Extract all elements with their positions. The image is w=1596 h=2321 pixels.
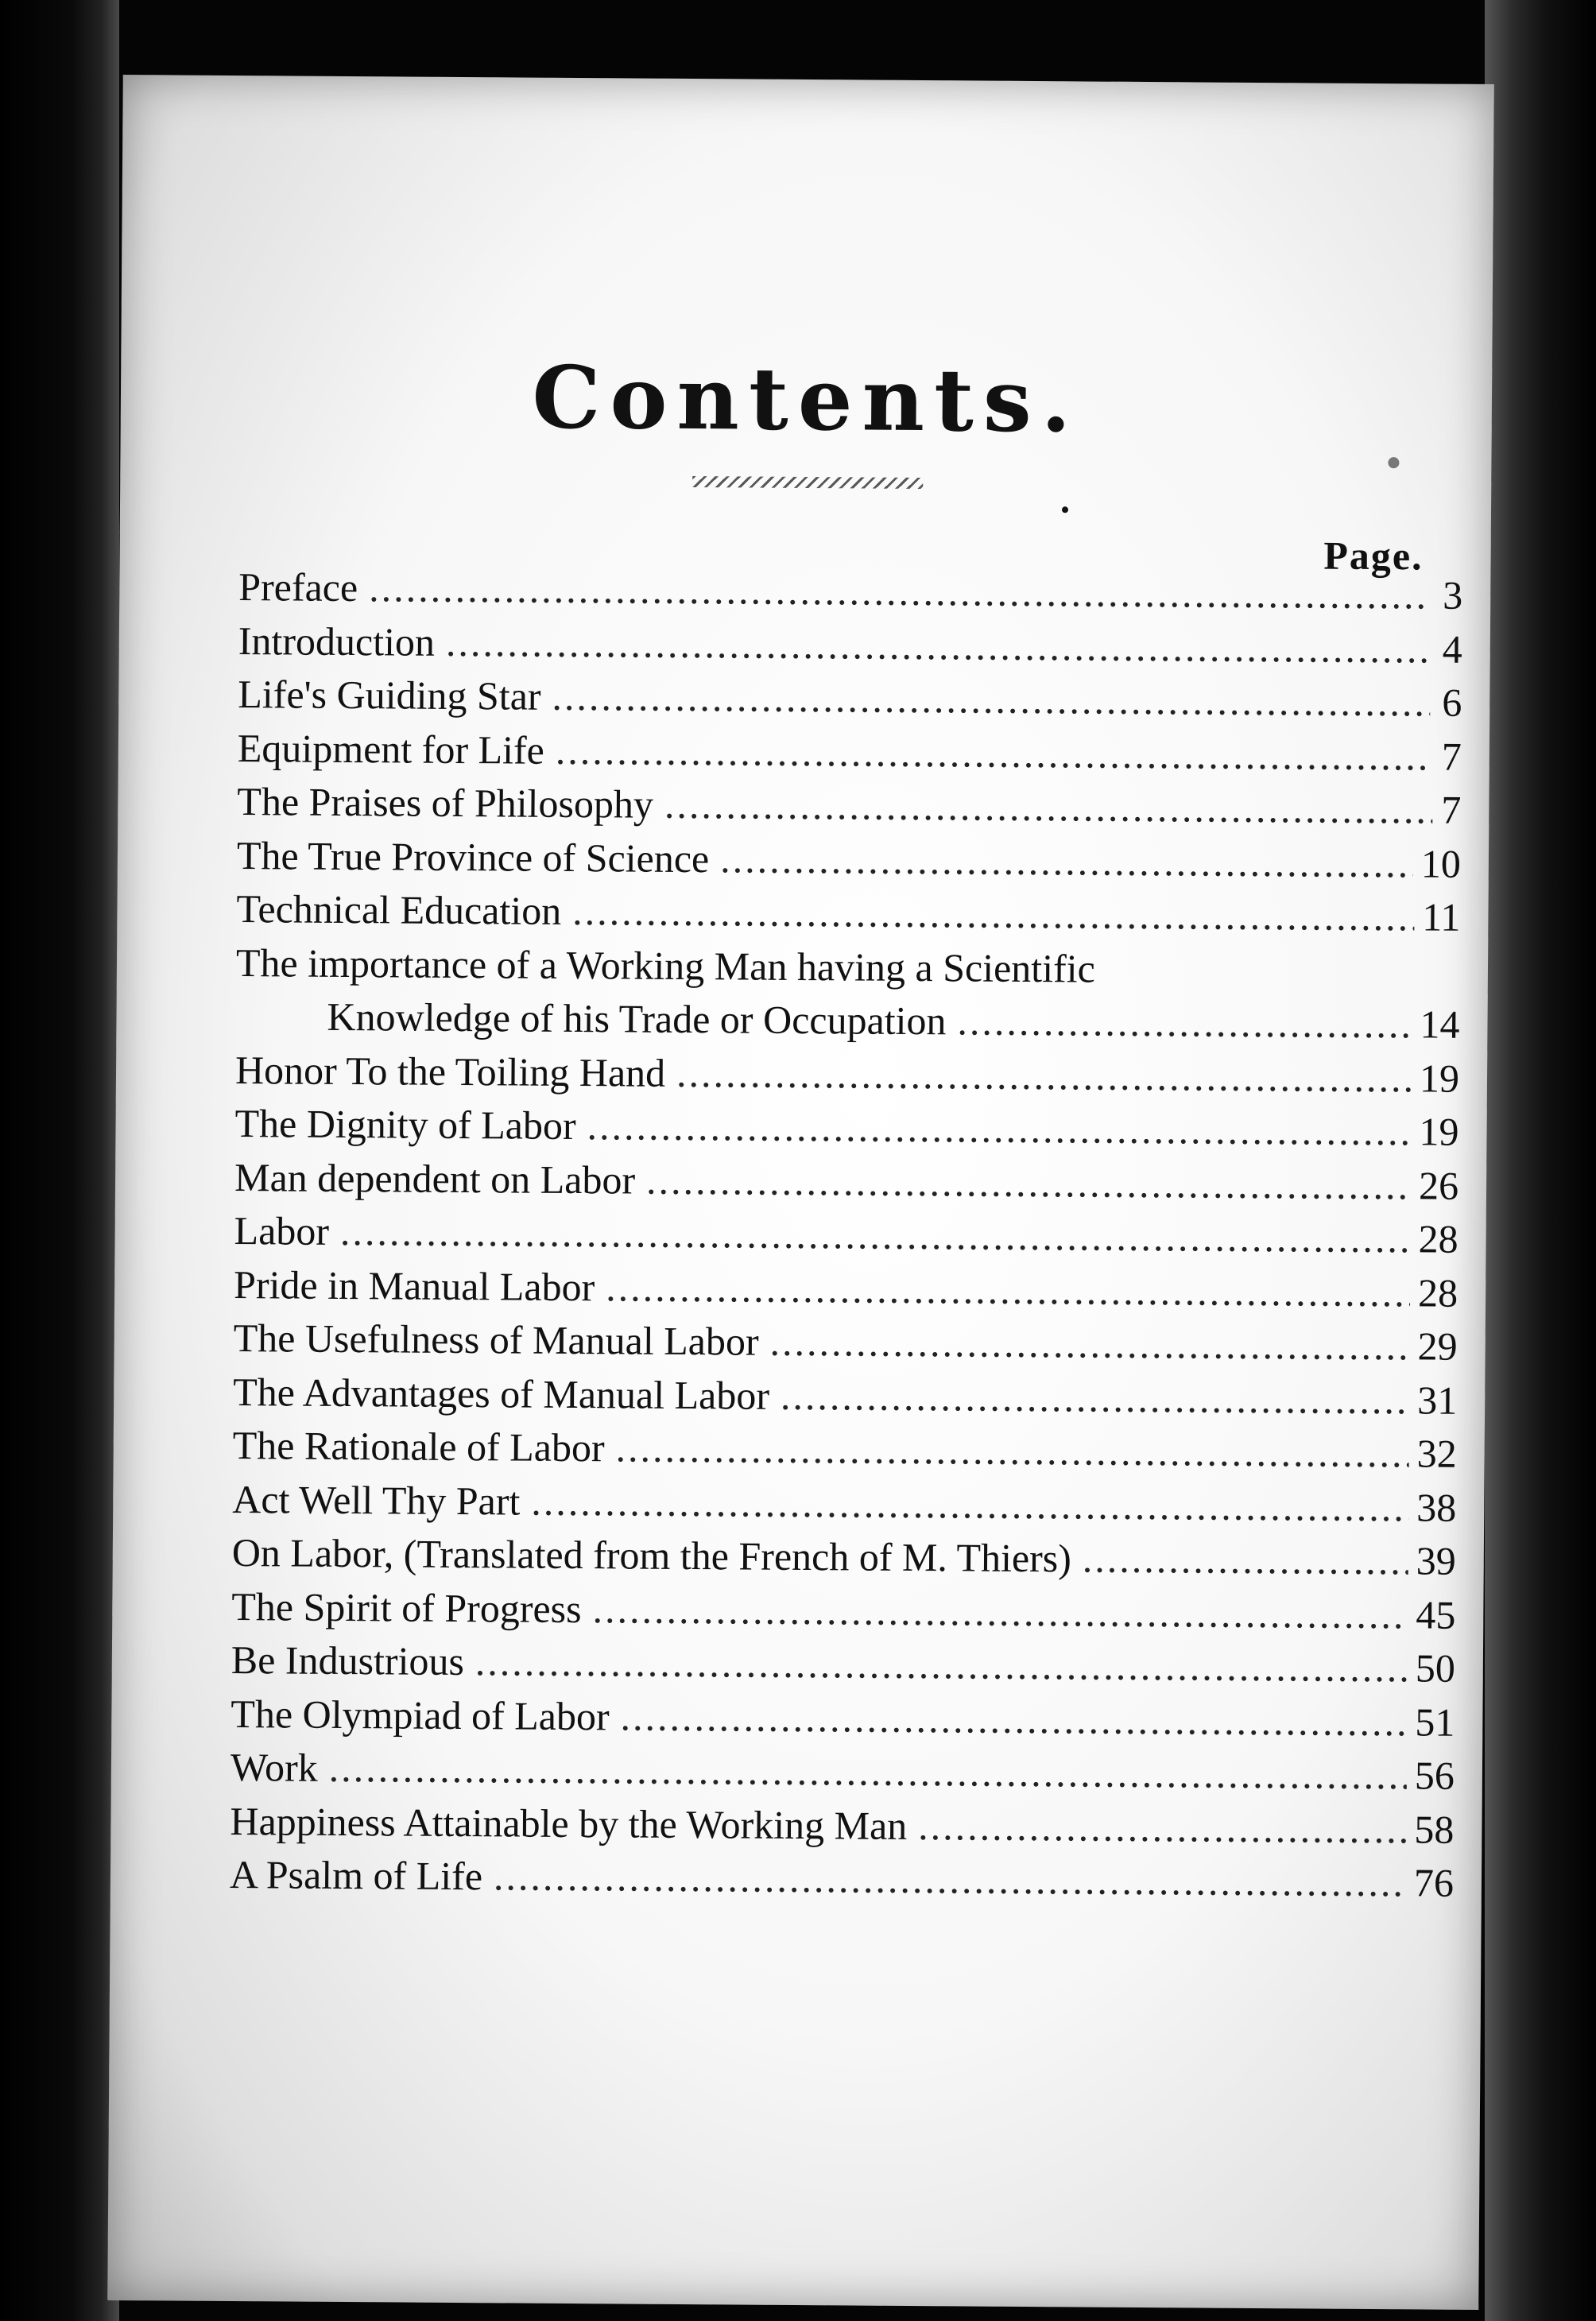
binding-edge-left [0, 0, 119, 2321]
leader-dots [720, 832, 1413, 891]
ornamental-rule [692, 476, 923, 489]
toc-entry-page: 19 [1419, 1109, 1459, 1154]
leader-dots [957, 994, 1412, 1051]
toc-entry-title: Technical Education [236, 886, 562, 933]
toc-entry-title: The Spirit of Progress [231, 1583, 582, 1631]
leader-dots [1083, 1532, 1408, 1587]
toc-entry [233, 1366, 1457, 1428]
toc-entry-title: Equipment for Life [237, 725, 545, 773]
toc-entry [237, 829, 1461, 891]
toc-entry-title: Man dependent on Labor [234, 1154, 636, 1203]
toc-entry-title: Introduction [238, 618, 436, 665]
toc-entry-page: 6 [1442, 680, 1462, 725]
toc-entry-page: 51 [1415, 1699, 1455, 1745]
toc-entry-page: 39 [1416, 1538, 1456, 1583]
toc-entry [231, 1580, 1455, 1642]
leader-dots [556, 723, 1431, 783]
leader-dots [676, 1046, 1412, 1105]
toc-entry [233, 1312, 1457, 1374]
leader-dots [475, 1635, 1408, 1695]
toc-entry-title: Labor [234, 1208, 330, 1253]
toc-entry-page: 26 [1418, 1162, 1459, 1208]
toc-entry [238, 614, 1462, 676]
leader-dots [646, 1153, 1411, 1212]
toc-entry [230, 1848, 1454, 1910]
toc-entry [230, 1687, 1455, 1749]
ink-speck [1388, 457, 1399, 468]
toc-entry-title: Be Industrious [230, 1637, 465, 1684]
toc-entry-title: The Dignity of Labor [234, 1101, 576, 1149]
toc-entry [231, 1633, 1455, 1695]
toc-entry-page: 19 [1419, 1055, 1460, 1101]
toc-entry-title: Knowledge of his Trade or Occupation [327, 994, 947, 1044]
toc-entry-page: 10 [1420, 840, 1462, 886]
book-page [107, 75, 1494, 2310]
toc-entry [236, 882, 1460, 944]
toc-entry-title: Pride in Manual Labor [233, 1261, 595, 1309]
leader-dots [494, 1850, 1406, 1910]
binding-edge-right [1485, 0, 1596, 2321]
leader-dots [615, 1421, 1409, 1480]
toc-entry [230, 1795, 1454, 1857]
table-of-contents [230, 560, 1463, 1910]
toc-entry-page: 28 [1417, 1269, 1458, 1315]
toc-entry-title: The Usefulness of Manual Labor [233, 1315, 759, 1364]
toc-entry [234, 1097, 1458, 1159]
toc-entry-page: 58 [1414, 1806, 1455, 1852]
leader-dots [531, 1474, 1408, 1534]
toc-entry-continuation [235, 990, 1459, 1052]
toc-entry [238, 668, 1462, 730]
toc-entry-page: 3 [1443, 572, 1463, 618]
toc-entry-title: Happiness Attainable by the Working Man [230, 1798, 908, 1848]
toc-entry [234, 1258, 1458, 1320]
toc-entry-title: On Labor, (Translated from the French of M. Thiers) [231, 1530, 1072, 1581]
leader-dots [552, 670, 1431, 730]
leader-dots [340, 1205, 1411, 1266]
toc-entry-page: 4 [1442, 626, 1462, 672]
ink-speck [1062, 506, 1068, 513]
toc-entry [238, 722, 1462, 784]
toc-entry-title: The Praises of Philosophy [237, 779, 654, 827]
toc-entry-title: Preface [238, 564, 358, 610]
leader-dots [572, 885, 1414, 944]
toc-entry-page: 38 [1416, 1484, 1457, 1530]
toc-entry [230, 1741, 1455, 1803]
toc-entry-page: 14 [1420, 1002, 1460, 1047]
leader-dots [918, 1800, 1407, 1857]
toc-entry-page: 29 [1417, 1323, 1458, 1369]
page-title: Contents. [532, 347, 1081, 452]
leader-dots [329, 1742, 1408, 1803]
leader-dots [587, 1099, 1411, 1159]
toc-entry-page: 50 [1415, 1645, 1456, 1691]
toc-entry [233, 1419, 1457, 1481]
toc-entry [236, 936, 1460, 998]
leader-dots [781, 1369, 1410, 1427]
toc-entry-title: Life's Guiding Star [238, 672, 541, 719]
toc-entry-page: 11 [1422, 894, 1461, 940]
page-column-label: Page. [1323, 533, 1424, 579]
toc-entry-title: The Olympiad of Labor [230, 1691, 610, 1738]
toc-entry [232, 1526, 1456, 1588]
toc-entry-title: The Advantages of Manual Labor [233, 1369, 770, 1418]
toc-entry-page: 76 [1413, 1860, 1455, 1905]
toc-entry-title: The True Province of Science [236, 832, 710, 881]
toc-entry [234, 1151, 1458, 1213]
toc-entry [237, 775, 1461, 837]
toc-entry-title: The importance of a Working Man having a Scientific [235, 940, 1096, 991]
toc-entry-page: 56 [1414, 1753, 1455, 1798]
leader-dots [620, 1690, 1407, 1749]
leader-dots [446, 615, 1428, 676]
toc-entry [235, 1044, 1459, 1106]
toc-entry-page: 31 [1417, 1377, 1458, 1423]
toc-entry [234, 1204, 1458, 1266]
toc-entry-page: 32 [1416, 1431, 1457, 1476]
toc-entry-page: 7 [1441, 734, 1462, 779]
toc-entry [238, 560, 1462, 622]
toc-entry-page: 28 [1418, 1216, 1458, 1261]
leader-dots [664, 778, 1433, 837]
leader-dots [369, 561, 1427, 622]
toc-entry-page: 7 [1441, 787, 1462, 832]
toc-entry-title: The Rationale of Labor [232, 1423, 605, 1470]
leader-dots [769, 1315, 1410, 1374]
toc-entry-title: A Psalm of Life [229, 1852, 483, 1899]
leader-dots [592, 1583, 1408, 1642]
toc-entry-title: Honor To the Toiling Hand [234, 1047, 666, 1095]
leader-dots [606, 1261, 1410, 1320]
toc-entry [232, 1473, 1456, 1535]
toc-entry-page: 45 [1416, 1591, 1456, 1637]
toc-entry-title: Act Well Thy Part [232, 1476, 521, 1524]
toc-entry-title: Work [230, 1745, 318, 1790]
